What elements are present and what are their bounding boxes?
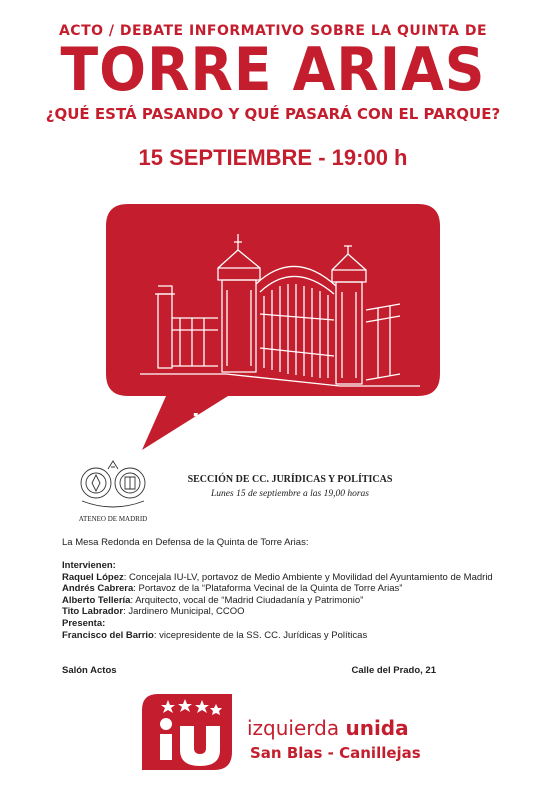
url-label: iusanblas.org [192,411,361,436]
participant-role: : Jardinero Municipal, CCOO [123,606,245,618]
brand-name-bold: unida [345,716,409,740]
participants-heading: Intervienen: [62,560,116,571]
participant-item [62,595,502,607]
event-date-time: 15 SEPTIEMBRE - 19:00 h [138,145,408,170]
presenter-role: : vicepresidente de la SS. CC. Jurídicas y Políticas [153,629,368,641]
participant-role: : Portavoz de la “Plataforma Vecinal de la Quinta de Torre Arias” [133,583,403,595]
participant-name: Andrés Cabrera [62,583,134,595]
section-date: Lunes 15 de septiembre a las 19,00 horas [211,489,369,499]
participant-name: Raquel López [62,571,124,583]
venue-label: Salón Actos [62,665,117,676]
intro-text: La Mesa Redonda en Defensa de la Quinta de Torre Arias: [62,537,309,548]
participant-name: Alberto Tellería [62,594,131,606]
presenter-name: Francisco del Barrio [62,629,154,641]
brand-name [247,716,409,740]
event-kicker: ACTO / DEBATE INFORMATIVO SOBRE LA QUINTA DE [58,23,488,39]
ateneo-seal-icon [78,455,148,511]
venue-address: Calle del Prado, 21 [351,665,436,676]
event-title: TORRE ARIAS [60,35,486,105]
participant-item [62,606,502,618]
event-subtitle: ¿QUÉ ESTÁ PASANDO Y QUÉ PASARÁ CON EL PARQUE? [45,105,501,123]
iu-logo-icon [138,690,236,774]
presenter-heading: Presenta: [62,617,106,629]
ateneo-label: ATENEO DE MADRID [78,515,148,523]
brand-name-light: izquierda [247,716,346,740]
participant-name: Tito Labrador [62,606,124,618]
section-title: SECCIÓN DE CC. JURÍDICAS Y POLÍTICAS [187,474,393,485]
participant-item [62,572,502,584]
speech-bubble-banner [100,198,445,458]
participant-item [62,583,502,595]
participants-list [62,560,502,641]
participant-role: : Concejala IU-LV, portavoz de Medio Ambiente y Movilidad del Ayuntamiento de Madrid [123,571,493,583]
participant-role: : Arquitecto, vocal de “Madrid Ciudadanía y Patrimonio” [130,594,364,606]
presenter-item [62,630,502,642]
brand-location: San Blas - Canillejas [250,744,421,762]
